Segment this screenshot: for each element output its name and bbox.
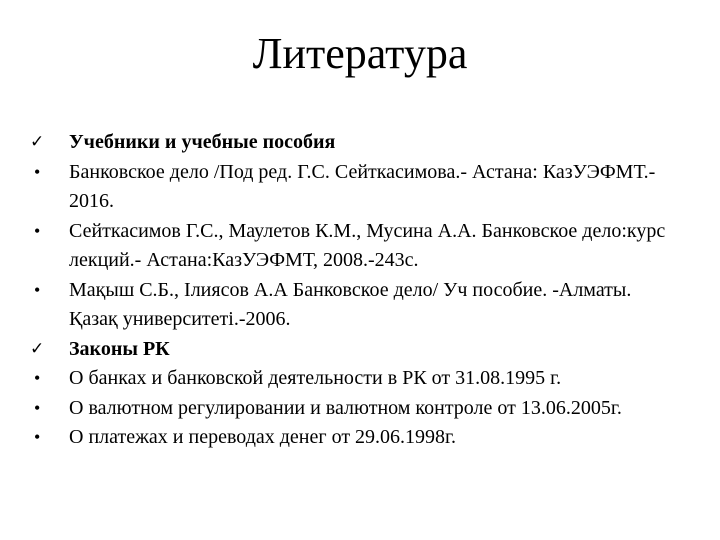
list-item	[30, 217, 680, 276]
list-item-line: Қазақ университеті.-2006.	[69, 308, 291, 330]
bullet-icon: •	[34, 397, 41, 418]
list-item-text: О валютном регулировании и валютном контроле от 13.06.2005г.	[69, 396, 622, 419]
list-item	[30, 158, 680, 217]
list-item	[30, 423, 680, 453]
bullet-icon: •	[34, 368, 41, 388]
checkmark-icon: ✓	[30, 132, 45, 152]
list-item	[30, 364, 680, 394]
list-item-text: О платежах и переводах денег от 29.06.1998г.	[69, 426, 457, 448]
bullet-icon: •	[34, 220, 41, 241]
bibliography-list	[30, 128, 680, 453]
slide-title: Литература	[252, 29, 468, 78]
checkmark-icon: ✓	[30, 338, 45, 359]
bullet-icon: •	[34, 279, 41, 300]
list-item-line: лекций.- Астана:КазУЭФМТ, 2008.-243с.	[69, 249, 419, 271]
list-item-line: Мақыш С.Б., Ілиясов А.А Банковское дело/ Уч пособие. -Алматы.	[69, 278, 632, 301]
bullet-icon: •	[34, 161, 41, 182]
list-item	[30, 276, 680, 335]
bullet-icon: •	[34, 427, 41, 447]
list-item-line: Банковское дело /Под ред. Г.С. Сейткасимова.- Астана: КазУЭФМТ.-	[69, 160, 656, 183]
section-heading-label: Учебники и учебные пособия	[69, 131, 336, 153]
section-heading-laws	[30, 335, 680, 365]
list-item-text: О банках и банковской деятельности в РК от 31.08.1995 г.	[69, 367, 562, 389]
list-item-line: 2016.	[69, 190, 114, 212]
section-heading-label: Законы РК	[69, 337, 170, 360]
list-item	[30, 394, 680, 424]
section-heading-textbooks	[30, 128, 680, 158]
list-item-line: Сейткасимов Г.С., Маулетов К.М., Мусина А.А. Банковское дело:курс	[69, 219, 666, 242]
